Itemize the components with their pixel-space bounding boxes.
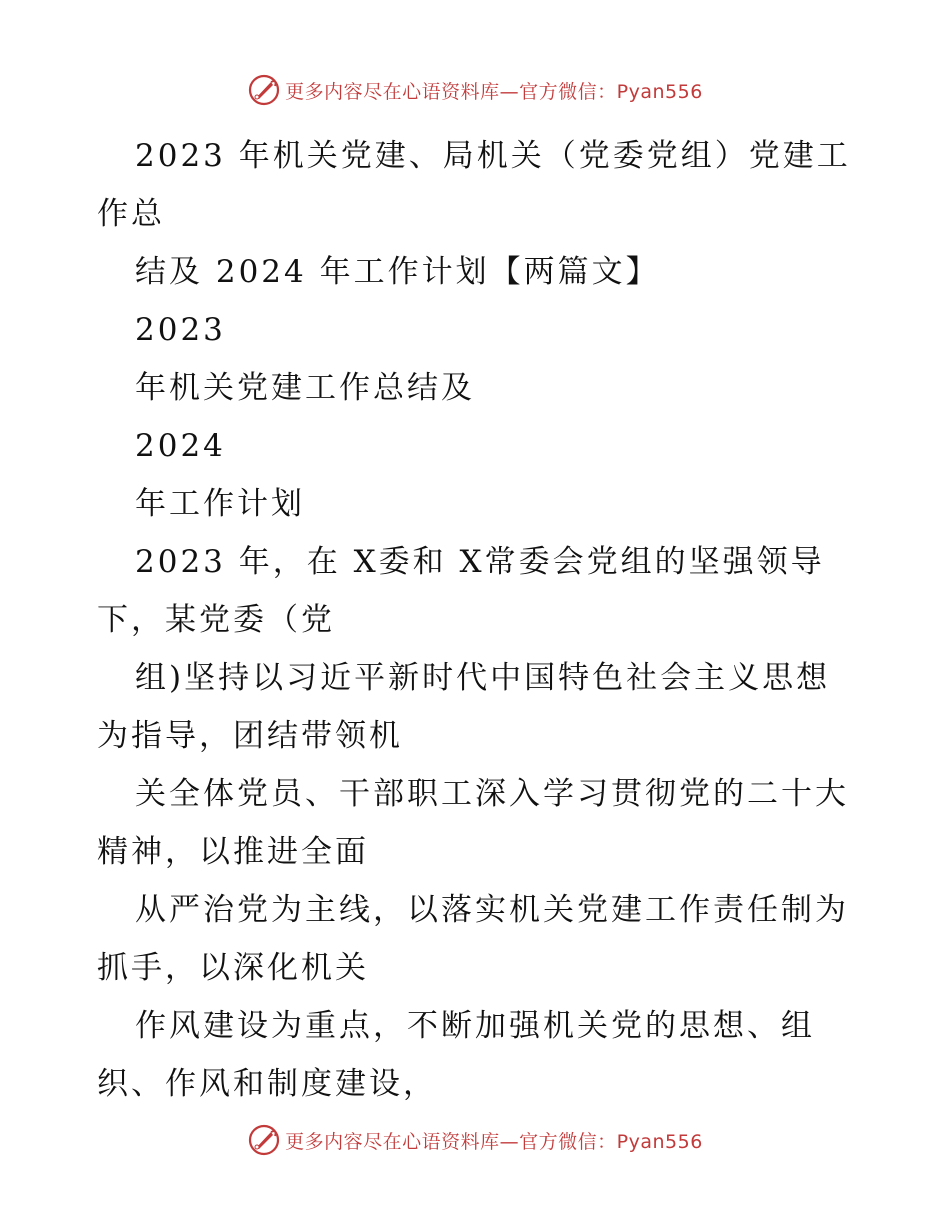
watermark-group xyxy=(247,1123,703,1157)
text-line: 2024 xyxy=(135,428,226,464)
text-line: 年工作计划 xyxy=(135,486,305,522)
footer-watermark-banner xyxy=(0,1120,950,1160)
text-line: 2023 xyxy=(135,312,226,348)
text-line: 结及 2024 年工作计划【两篇文】 xyxy=(135,254,660,290)
watermark-text: 更多内容尽在心语资料库—官方微信：Pyan556 xyxy=(285,1130,703,1153)
text-line: 为指导，团结带领机 xyxy=(97,718,403,754)
text-line: 关全体党员、干部职工深入学习贯彻党的二十大 xyxy=(135,776,849,812)
text-line: 下，某党委（党 xyxy=(97,602,335,638)
watermark-group xyxy=(247,73,703,107)
text-line: 从严治党为主线，以落实机关党建工作责任制为 xyxy=(135,892,849,928)
text-line: 作风建设为重点，不断加强机关党的思想、组 xyxy=(135,1008,815,1044)
document-body xyxy=(97,127,867,1113)
feather-pen-logo-icon xyxy=(247,73,281,107)
feather-pen-logo-icon xyxy=(247,1123,281,1157)
header-watermark-banner xyxy=(0,70,950,110)
text-line: 精神，以推进全面 xyxy=(97,834,369,870)
text-line: 年机关党建工作总结及 xyxy=(135,370,475,406)
watermark-text: 更多内容尽在心语资料库—官方微信：Pyan556 xyxy=(285,80,703,103)
text-line: 2023 年机关党建、局机关（党委党组）党建工 xyxy=(135,138,851,174)
text-line: 组)坚持以习近平新时代中国特色社会主义思想 xyxy=(135,660,831,696)
text-line: 2023 年，在 X委和 X常委会党组的坚强领导 xyxy=(135,544,825,580)
text-line: 作总 xyxy=(97,196,165,232)
text-line: 抓手，以深化机关 xyxy=(97,950,369,986)
text-line: 织、作风和制度建设， xyxy=(97,1066,437,1102)
